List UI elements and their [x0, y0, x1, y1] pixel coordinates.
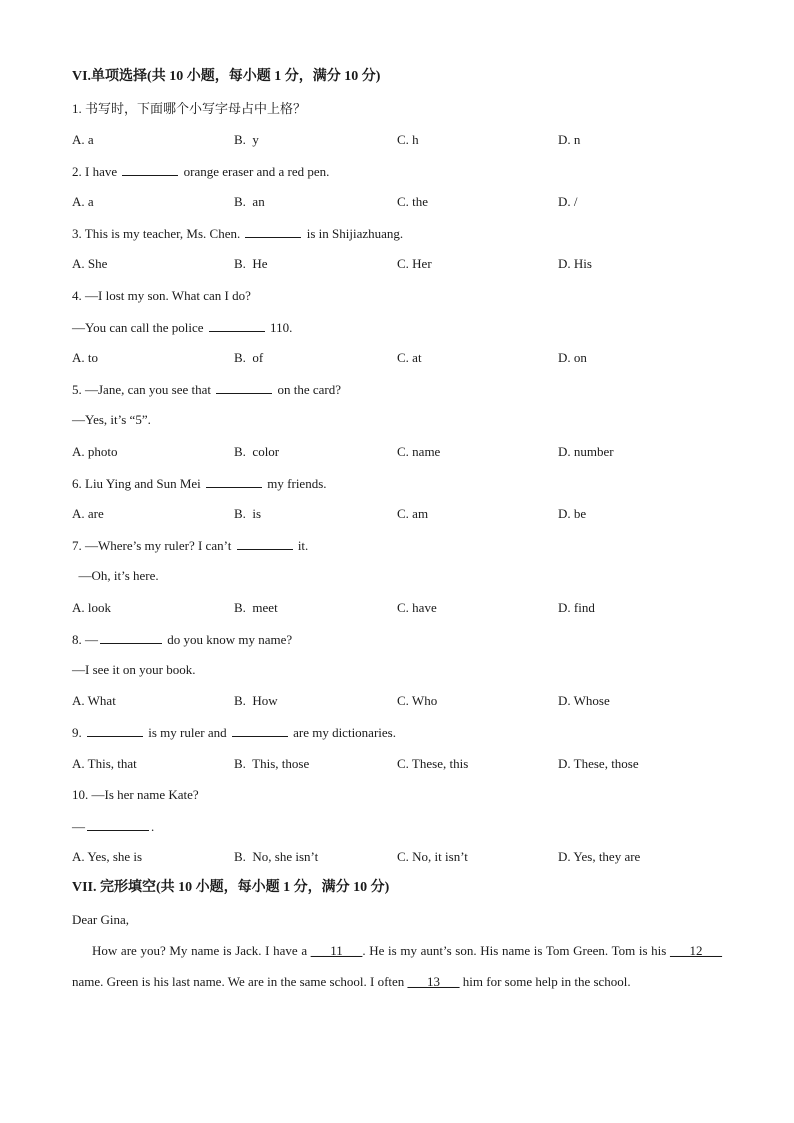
- option-a[interactable]: A. Yes, she is: [72, 849, 143, 864]
- option-d[interactable]: D. number: [558, 444, 614, 459]
- option-b[interactable]: B. of: [234, 350, 264, 365]
- question-10-options: [0, 849, 794, 865]
- answer-blank: [87, 724, 143, 737]
- option-d[interactable]: D. These, those: [558, 756, 639, 771]
- option-c[interactable]: C. These, this: [397, 756, 469, 771]
- question-7-stem: 7. —Where’s my ruler? I can’t it.: [72, 538, 309, 553]
- question-9-stem: 9. is my ruler and are my dictionaries.: [72, 725, 396, 740]
- question-1-stem: 1. 书写时，下面哪个小写字母占中上格？: [72, 101, 307, 116]
- question-3-stem: 3. This is my teacher, Ms. Chen. is in Shijiazhuang.: [72, 226, 404, 241]
- question-1-options: [0, 132, 794, 148]
- option-c[interactable]: C. No, it isn’t: [397, 849, 468, 864]
- answer-blank: [87, 818, 149, 831]
- option-d[interactable]: D. Yes, they are: [558, 849, 641, 864]
- option-a[interactable]: A. photo: [72, 444, 118, 459]
- option-d[interactable]: D. n: [558, 132, 581, 147]
- question-2-options: [0, 194, 794, 210]
- question-6-stem: 6. Liu Ying and Sun Mei my friends.: [72, 476, 327, 491]
- option-b[interactable]: B. y: [234, 132, 259, 147]
- question-10-stem: 10. —Is her name Kate?: [72, 787, 199, 802]
- option-b[interactable]: B. color: [234, 444, 280, 459]
- option-b[interactable]: B. He: [234, 256, 268, 271]
- question-4-reply: —You can call the police 110.: [72, 320, 293, 335]
- option-c[interactable]: C. name: [397, 444, 441, 459]
- question-5-options: [0, 444, 794, 460]
- option-a[interactable]: A. look: [72, 600, 111, 615]
- option-d[interactable]: D. find: [558, 600, 595, 615]
- answer-blank: [209, 319, 265, 332]
- cloze-blank-11: ___11___: [310, 943, 363, 958]
- answer-blank: [100, 631, 162, 644]
- option-d[interactable]: D. His: [558, 256, 592, 271]
- section-heading-vii: VII. 完形填空(共 10 小题，每小题 1 分，满分 10 分): [72, 880, 390, 895]
- answer-blank: [216, 381, 272, 394]
- question-5-stem: 5. —Jane, can you see that on the card?: [72, 382, 342, 397]
- cloze-paragraph: How are you? My name is Jack. I have a ___11___. He is my aunt’s son. His name is Tom Green. Tom is his ___12___ name. Green is his last name. We are in the same school. I often ___13___ him for some help in the school.: [72, 943, 723, 989]
- cloze-blank-12: ___12___: [670, 943, 723, 958]
- cloze-blank-13: ___13___: [407, 974, 460, 989]
- answer-blank: [122, 163, 178, 176]
- option-a[interactable]: A. a: [72, 132, 94, 147]
- question-4-stem: 4. —I lost my son. What can I do?: [72, 288, 251, 303]
- question-8-options: [0, 693, 794, 709]
- option-a[interactable]: A. She: [72, 256, 108, 271]
- option-b[interactable]: B. No, she isn’t: [234, 849, 319, 864]
- option-a[interactable]: A. a: [72, 194, 94, 209]
- option-c[interactable]: C. the: [397, 194, 429, 209]
- option-d[interactable]: D. on: [558, 350, 587, 365]
- option-d[interactable]: D. /: [558, 194, 578, 209]
- question-9-options: [0, 756, 794, 772]
- option-d[interactable]: D. be: [558, 506, 587, 521]
- option-b[interactable]: B. This, those: [234, 756, 310, 771]
- option-c[interactable]: C. am: [397, 506, 429, 521]
- answer-blank: [245, 225, 301, 238]
- letter-greeting: Dear Gina,: [72, 912, 130, 927]
- option-b[interactable]: B. an: [234, 194, 265, 209]
- answer-blank: [237, 537, 293, 550]
- option-a[interactable]: A. to: [72, 350, 98, 365]
- option-a[interactable]: A. What: [72, 693, 116, 708]
- answer-blank: [206, 475, 262, 488]
- question-3-options: [0, 256, 794, 272]
- question-8-reply: —I see it on your book.: [72, 662, 196, 677]
- section-heading-vi: VI.单项选择(共 10 小题，每小题 1 分，满分 10 分): [72, 69, 381, 84]
- question-7-reply: —Oh, it’s here.: [72, 568, 159, 583]
- option-b[interactable]: B. How: [234, 693, 278, 708]
- question-8-stem: 8. — do you know my name?: [72, 632, 293, 647]
- option-c[interactable]: C. have: [397, 600, 437, 615]
- option-d[interactable]: D. Whose: [558, 693, 610, 708]
- question-5-reply: —Yes, it’s “5”.: [72, 412, 151, 427]
- answer-blank: [232, 724, 288, 737]
- option-c[interactable]: C. Who: [397, 693, 438, 708]
- question-6-options: [0, 506, 794, 522]
- question-10-reply: — .: [72, 819, 155, 834]
- option-a[interactable]: A. are: [72, 506, 104, 521]
- option-c[interactable]: C. Her: [397, 256, 432, 271]
- option-c[interactable]: C. h: [397, 132, 419, 147]
- option-a[interactable]: A. This, that: [72, 756, 137, 771]
- option-b[interactable]: B. is: [234, 506, 262, 521]
- option-b[interactable]: B. meet: [234, 600, 278, 615]
- question-4-options: [0, 350, 794, 366]
- option-c[interactable]: C. at: [397, 350, 422, 365]
- question-2-stem: 2. I have orange eraser and a red pen.: [72, 164, 330, 179]
- question-7-options: [0, 600, 794, 616]
